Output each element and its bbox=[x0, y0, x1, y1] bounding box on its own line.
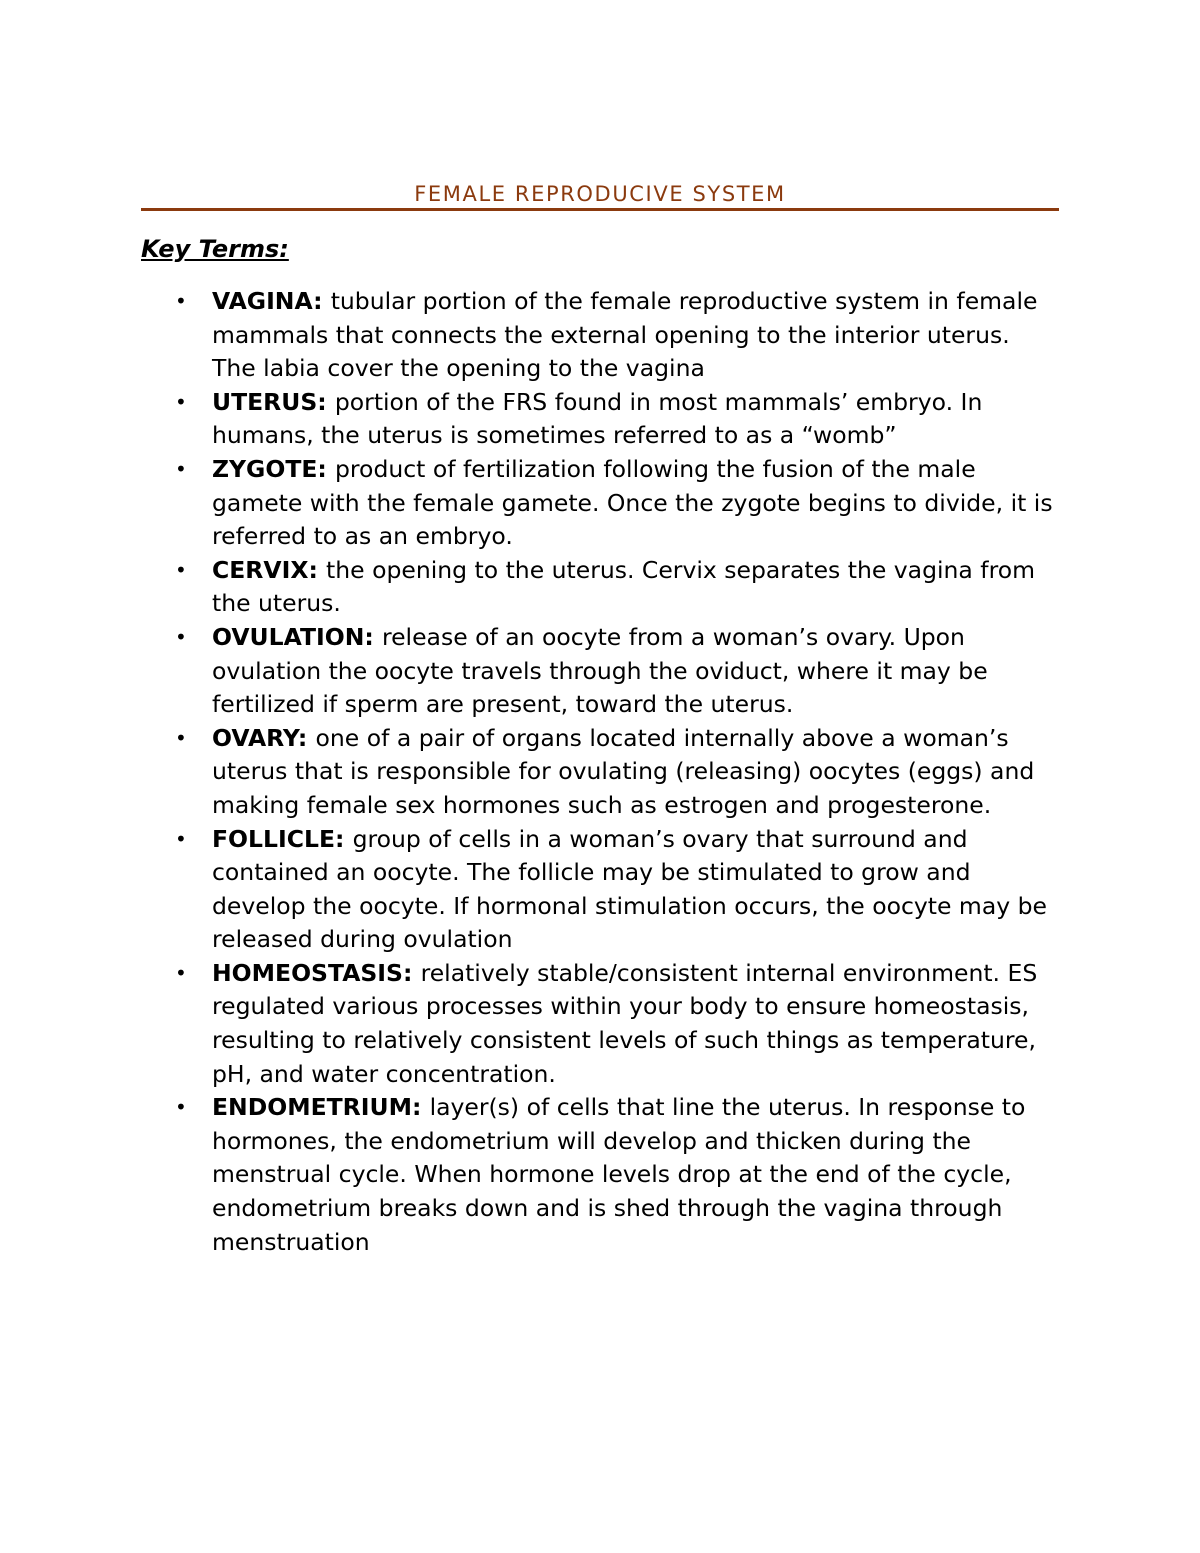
document-title: FEMALE REPRODUCIVE SYSTEM bbox=[414, 182, 786, 206]
list-item bbox=[141, 722, 1059, 823]
list-item bbox=[141, 386, 1059, 453]
term-definition: portion of the FRS found in most mammals’ embryo. In humans, the uterus is sometimes referred to as a “womb” bbox=[212, 387, 983, 450]
term-name: HOMEOSTASIS: bbox=[212, 958, 421, 987]
term-definition: product of fertilization following the fusion of the male gamete with the female gamete. Once the zygote begins to divide, it is referred to as an embryo. bbox=[212, 454, 1053, 551]
bullet-icon: • bbox=[175, 960, 187, 985]
term-definition: tubular portion of the female reproductive system in female mammals that connects the external opening to the interior uterus. The labia cover the opening to the vagina bbox=[212, 287, 1038, 383]
term-name: OVULATION: bbox=[212, 622, 382, 651]
bullet-icon: • bbox=[175, 557, 187, 582]
term-definition: group of cells in a woman’s ovary that surround and contained an oocyte. The follicle may be stimulated to grow and develop the oocyte. If hormonal stimulation occurs, the oocyte may be released during ovulation bbox=[212, 824, 1047, 954]
bullet-icon: • bbox=[175, 1095, 187, 1120]
term-name: ENDOMETRIUM: bbox=[212, 1093, 430, 1122]
list-item bbox=[141, 823, 1059, 957]
list-item bbox=[141, 285, 1059, 386]
bullet-icon: • bbox=[175, 289, 187, 313]
term-name: VAGINA: bbox=[212, 287, 331, 315]
bullet-icon: • bbox=[175, 826, 187, 851]
bullet-icon: • bbox=[175, 725, 187, 750]
bullet-icon: • bbox=[175, 389, 187, 414]
term-name: ZYGOTE: bbox=[212, 454, 335, 483]
term-definition: the opening to the uterus. Cervix separates the vagina from the uterus. bbox=[212, 555, 1035, 618]
term-name: UTERUS: bbox=[212, 387, 335, 416]
bullet-icon: • bbox=[175, 624, 187, 649]
list-item bbox=[141, 554, 1059, 621]
term-definition: release of an oocyte from a woman’s ovary. Upon ovulation the oocyte travels through the oviduct, where it may be fertilized if sperm are present, toward the uterus. bbox=[212, 622, 988, 719]
bullet-icon: • bbox=[175, 456, 187, 481]
list-item bbox=[141, 1091, 1059, 1259]
title-divider bbox=[141, 208, 1059, 211]
section-heading: Key Terms: bbox=[141, 235, 289, 263]
term-name: OVARY: bbox=[212, 723, 316, 752]
list-item bbox=[141, 621, 1059, 722]
term-definition: one of a pair of organs located internally above a woman’s uterus that is responsible for ovulating (releasing) oocytes (eggs) and making female sex hormones such as estrogen and progesterone. bbox=[212, 723, 1035, 819]
term-name: CERVIX: bbox=[212, 555, 327, 584]
key-terms-list bbox=[141, 285, 1059, 1259]
list-item bbox=[141, 453, 1059, 554]
term-definition: layer(s) of cells that line the uterus. In response to hormones, the endometrium will develop and thicken during the menstrual cycle. When hormone levels drop at the end of the cycle, endometrium breaks down and is shed through the vagina through menstruation bbox=[212, 1093, 1026, 1256]
term-name: FOLLICLE: bbox=[212, 824, 353, 853]
term-definition: relatively stable/consistent internal environment. ES regulated various processes within your body to ensure homeostasis, resulting to relatively consistent levels of such things as temperature, pH, and water concentration. bbox=[212, 958, 1038, 1088]
list-item bbox=[141, 957, 1059, 1091]
